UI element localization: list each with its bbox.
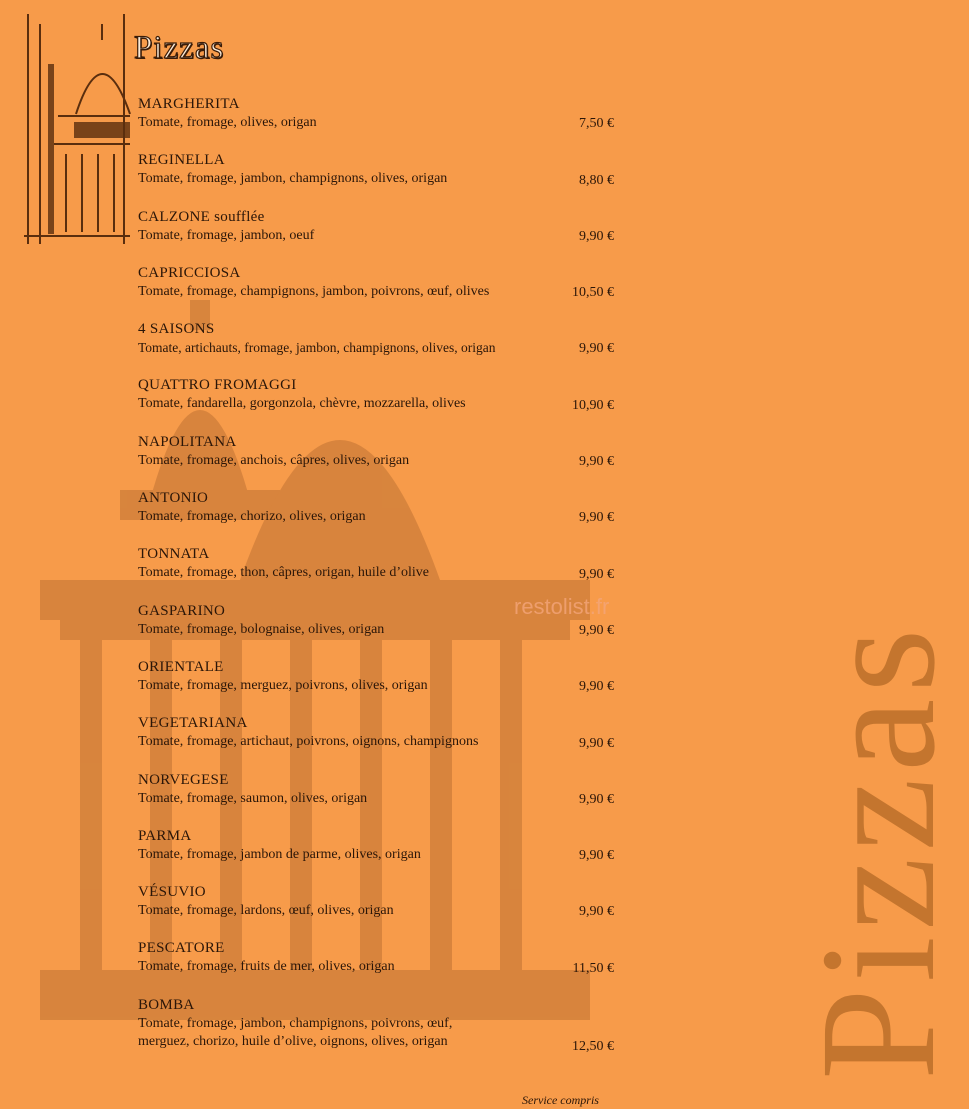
item-price: 9,90 € — [579, 622, 614, 638]
menu-item — [138, 320, 614, 376]
item-name: CALZONE soufflée — [138, 208, 265, 225]
item-description: Tomate, artichauts, fromage, jambon, champignons, olives, origan — [138, 340, 496, 356]
item-name: MARGHERITA — [138, 96, 240, 112]
menu-item — [138, 264, 614, 320]
item-description: Tomate, fromage, olives, origan — [138, 115, 317, 130]
item-price: 8,80 € — [579, 172, 614, 188]
item-name: ANTONIO — [138, 490, 209, 507]
side-title: Pizzas — [786, 622, 969, 1080]
menu-item — [138, 602, 614, 658]
menu-item — [138, 95, 614, 151]
item-price: 9,90 € — [579, 904, 614, 920]
item-description: Tomate, fromage, merguez, poivrons, olives, origan — [138, 677, 428, 693]
corner-dome-illustration — [14, 4, 132, 248]
item-description: Tomate, fromage, champignons, jambon, poivrons, œuf, olives — [138, 283, 490, 299]
menu-item — [138, 151, 614, 207]
menu-item — [138, 433, 614, 489]
pizza-menu-list — [138, 95, 614, 1055]
item-name: VÉSUVIO — [138, 884, 206, 901]
item-description: Tomate, fromage, chorizo, olives, origan — [138, 509, 366, 525]
item-price: 9,90 € — [579, 228, 614, 244]
item-name: PARMA — [138, 827, 192, 844]
item-description: Tomate, fromage, artichaut, poivrons, oignons, champignons — [138, 734, 479, 750]
item-name: GASPARINO — [138, 602, 226, 619]
item-name: VEGETARIANA — [138, 715, 248, 732]
item-description: Tomate, fromage, bolognaise, olives, origan — [138, 621, 385, 637]
item-price: 11,50 € — [572, 960, 614, 976]
item-price: 9,90 € — [579, 791, 614, 807]
item-description: Tomate, fromage, jambon de parme, olives, origan — [138, 846, 421, 862]
menu-item — [138, 545, 614, 601]
item-description: Tomate, fandarella, gorgonzola, chèvre, mozzarella, olives — [138, 396, 466, 412]
item-price: 9,90 € — [579, 510, 614, 526]
menu-item — [138, 376, 614, 432]
menu-item — [138, 771, 614, 827]
item-name: PESCATORE — [138, 940, 225, 957]
service-note: Service compris — [522, 1093, 599, 1107]
item-name: NAPOLITANA — [138, 433, 237, 450]
item-price: 9,90 € — [579, 848, 614, 864]
item-name: BOMBA — [138, 996, 195, 1013]
item-price: 7,50 € — [579, 116, 614, 132]
item-price: 9,90 € — [579, 341, 614, 357]
item-description: Tomate, fromage, jambon, champignons, olives, origan — [138, 171, 448, 187]
item-price: 12,50 € — [572, 1039, 614, 1055]
item-price: 10,50 € — [572, 285, 614, 301]
item-price: 9,90 € — [579, 454, 614, 470]
menu-item — [138, 996, 614, 1055]
item-description: Tomate, fromage, saumon, olives, origan — [138, 790, 368, 806]
item-name: 4 SAISONS — [138, 321, 215, 338]
item-price: 10,90 € — [572, 397, 614, 413]
menu-item — [138, 939, 614, 995]
item-name: NORVEGESE — [138, 771, 229, 788]
item-description: Tomate, fromage, thon, câpres, origan, huile d’olive — [138, 565, 429, 581]
watermark-text: restolist.fr — [514, 594, 610, 619]
item-price: 9,90 € — [579, 566, 614, 582]
menu-item — [138, 827, 614, 883]
item-name: QUATTRO FROMAGGI — [138, 377, 297, 394]
item-name: CAPRICCIOSA — [138, 264, 241, 281]
menu-item — [138, 489, 614, 545]
item-price: 9,90 € — [579, 735, 614, 751]
item-name: TONNATA — [138, 546, 210, 563]
menu-item — [138, 883, 614, 939]
page-title: Pizzas — [134, 30, 225, 66]
item-name: REGINELLA — [138, 152, 225, 169]
item-name: ORIENTALE — [138, 658, 224, 675]
menu-item — [138, 658, 614, 714]
item-description: Tomate, fromage, anchois, câpres, olives, origan — [138, 452, 410, 468]
item-description: Tomate, fromage, jambon, oeuf — [138, 227, 315, 243]
menu-item — [138, 208, 614, 264]
item-price: 9,90 € — [579, 679, 614, 695]
item-description: Tomate, fromage, fruits de mer, olives, origan — [138, 959, 395, 975]
item-description: Tomate, fromage, jambon, champignons, poivrons, œuf, merguez, chorizo, huile d’olive, oignons, olives, origan — [138, 1015, 453, 1049]
menu-item — [138, 714, 614, 770]
item-description: Tomate, fromage, lardons, œuf, olives, origan — [138, 903, 394, 919]
